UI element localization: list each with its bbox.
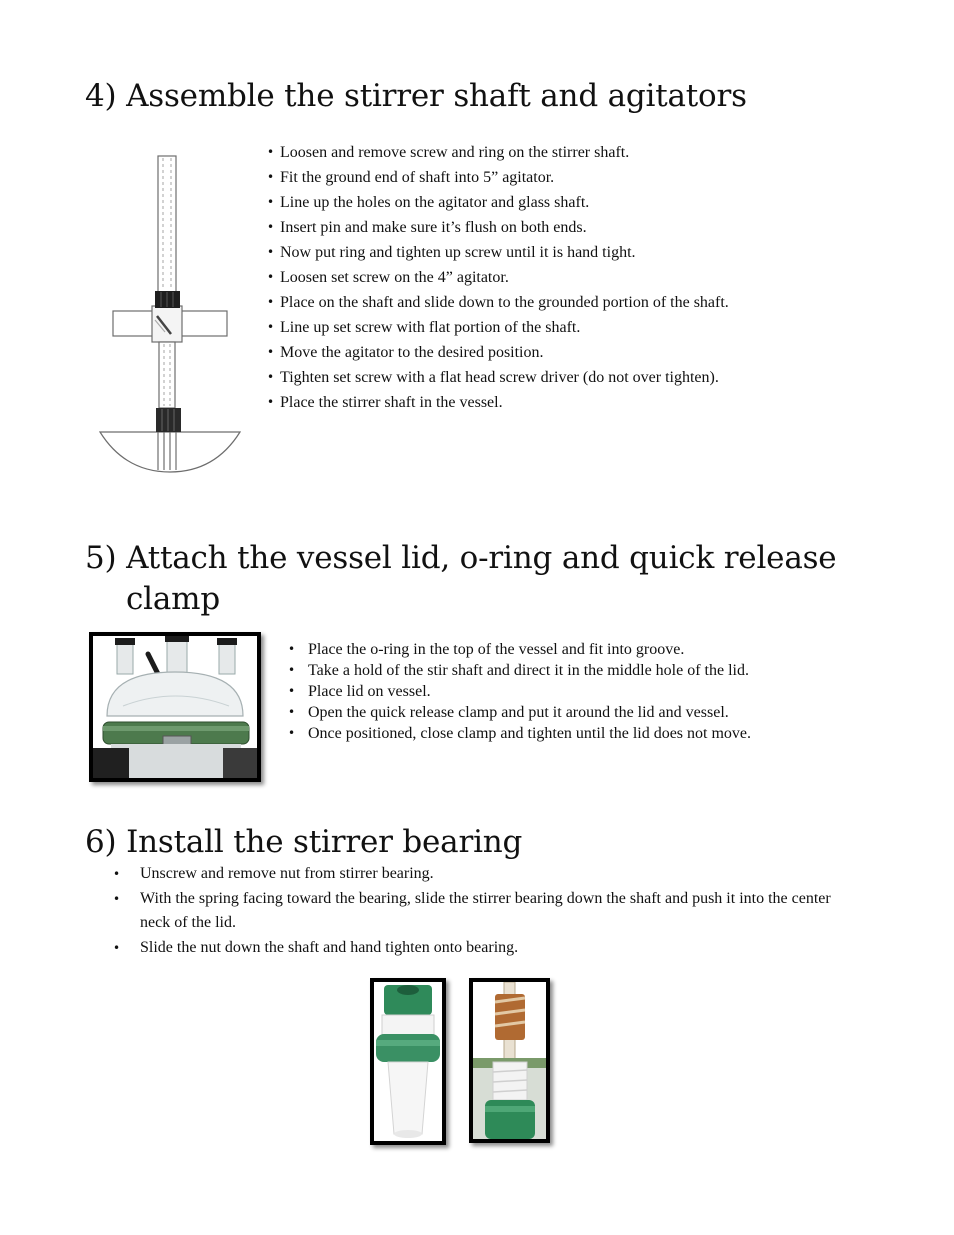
list-item: • Place on the shaft and slide down to the grounded portion of the shaft. [267,290,729,315]
list-item: • Place the o-ring in the top of the vessel and fit into groove. [288,641,685,658]
list-item: • Place the stirrer shaft in the vessel. [267,390,729,415]
stirrer-shaft-agitator-diagram [95,150,245,480]
vessel-lid-clamp-photo [89,632,261,782]
list-item: • Now put ring and tighten up screw until it is hand tight. [267,240,729,265]
bullet-icon: • [288,663,296,677]
list-item: • Line up set screw with flat portion of the shaft. [267,315,729,340]
bullet-icon: • [267,145,275,159]
bullet-icon: • [113,940,121,955]
bullet-icon: • [288,726,296,740]
list-item: • Insert pin and make sure it’s flush on both ends. [267,215,729,240]
section-6-heading-text: 6) Install the stirrer bearing [85,824,523,860]
bullet-icon: • [267,295,275,309]
bullet-icon: • [288,684,296,698]
bullet-icon: • [288,705,296,719]
section-5-heading-line1: 5) Attach the vessel lid, o-ring and quick release [85,540,837,576]
list-item: • Unscrew and remove nut from stirrer bearing. [113,862,843,887]
section-5-steps [288,639,751,744]
bullet-icon: • [267,245,275,259]
list-item: • Once positioned, close clamp and tighten until the lid does not move. [288,725,752,742]
stirrer-bearing-photo [370,978,446,1145]
bullet-icon: • [113,891,121,906]
list-item: • Line up the holes on the agitator and glass shaft. [267,190,729,215]
list-item: • Tighten set screw with a flat head screw driver (do not over tighten). [267,365,729,390]
bearing-installed-image [473,982,546,1139]
bullet-icon: • [267,320,275,334]
list-item: • Take a hold of the stir shaft and direct it in the middle hole of the lid. [288,662,749,679]
section-4-heading-text: 4) Assemble the stirrer shaft and agitators [85,78,747,114]
section-4-heading [85,76,747,117]
bullet-icon: • [267,370,275,384]
stirrer-bearing-image [374,982,442,1141]
list-item: • Loosen and remove screw and ring on the stirrer shaft. [267,140,729,165]
section-5-heading-line2: clamp [126,581,220,617]
bullet-icon: • [267,395,275,409]
bullet-icon: • [267,345,275,359]
section-4-steps [267,140,729,415]
list-item: • Loosen set screw on the 4” agitator. [267,265,729,290]
section-6-steps [113,862,843,960]
list-item: • Move the agitator to the desired position. [267,340,729,365]
list-item: • With the spring facing toward the bearing, slide the stirrer bearing down the shaft and push it into the center neck of the lid. [113,887,843,936]
bullet-icon: • [288,642,296,656]
list-item: • Slide the nut down the shaft and hand tighten onto bearing. [113,936,843,961]
bearing-installed-photo [469,978,550,1143]
section-6-heading [85,822,522,863]
bullet-icon: • [267,195,275,209]
section-5-heading [85,538,836,620]
bullet-icon: • [267,220,275,234]
list-item: • Fit the ground end of shaft into 5” agitator. [267,165,729,190]
bullet-icon: • [267,270,275,284]
bullet-icon: • [267,170,275,184]
bullet-icon: • [113,867,121,881]
list-item: • Open the quick release clamp and put it around the lid and vessel. [288,704,729,721]
list-item: • Place lid on vessel. [288,683,431,700]
vessel-lid-clamp-image [93,636,257,778]
